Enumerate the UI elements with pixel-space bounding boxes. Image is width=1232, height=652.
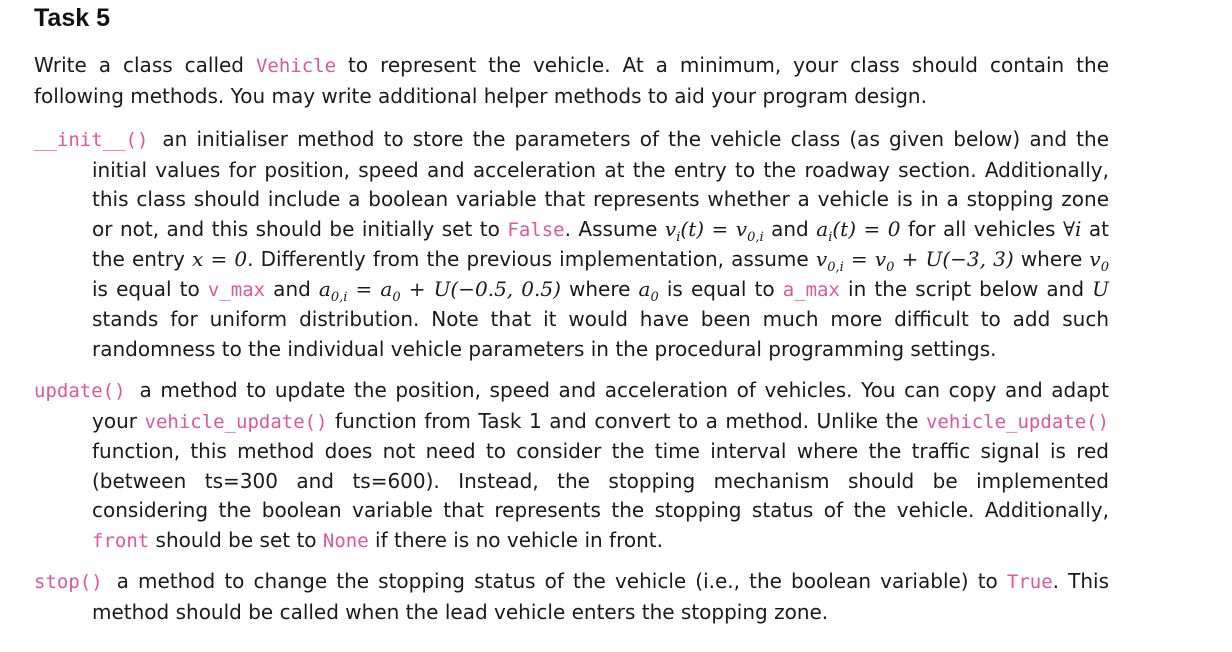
init-text-10: where bbox=[560, 276, 639, 301]
code-none: None bbox=[322, 529, 369, 552]
math-a0: $a_0$ bbox=[638, 276, 659, 305]
init-text-1: an initialiser method to store the parameters of the vehicle class (as given below) and the initial values for position, speed and acceleration at the entry to the roadway section. Additionally, this class should include a boolean variable that represents whether a vehicle is in a stopping zone or not, and this should be initially set to bbox=[92, 127, 1109, 241]
intro-text-2: to represent the vehicle. At a minimum, your class should contain the following methods. You may write additional helper methods to aid your program design. bbox=[34, 53, 1109, 108]
page-title: Task 5 bbox=[34, 4, 110, 32]
update-text-5: if there is no vehicle in front. bbox=[368, 527, 663, 552]
init-text-12: in the script below and bbox=[839, 276, 1093, 301]
math-u: U bbox=[1092, 276, 1110, 301]
code-vehicle-update-1: vehicle_update() bbox=[144, 410, 328, 433]
init-text-8: is equal to bbox=[92, 276, 208, 301]
math-x0: x = 0 bbox=[192, 247, 248, 271]
math-ai: $a_i(t) = 0$ bbox=[816, 216, 901, 245]
code-vehicle: Vehicle bbox=[255, 55, 337, 77]
init-text-7: where bbox=[1013, 247, 1090, 271]
math-v0: $v_0$ bbox=[1089, 247, 1110, 275]
math-vi: $v_i(t) = v_{0,i}$ bbox=[664, 216, 764, 245]
intro-paragraph bbox=[34, 51, 1109, 111]
init-text-4: for all vehicles bbox=[900, 216, 1063, 241]
method-stop-item bbox=[34, 567, 1109, 627]
method-init-term: __init__() bbox=[34, 129, 149, 151]
method-stop-term: stop() bbox=[34, 571, 103, 593]
stop-text-1: a method to change the stopping status of the vehicle (i.e., the boolean variable) to bbox=[116, 569, 1007, 593]
math-v0i: $v_{0,i} = v_0 + U(-3$, 3) bbox=[815, 247, 1014, 275]
update-text-1: a method to update the position, speed and acceleration of vehicles. You can copy and adapt your bbox=[92, 378, 1109, 433]
method-init-item bbox=[34, 125, 1109, 364]
init-text-9: and bbox=[265, 276, 319, 301]
stop-text-2: . This method should be called when the lead vehicle enters the stopping zone. bbox=[92, 569, 1109, 624]
method-update-term: update() bbox=[34, 380, 126, 402]
math-forall: ∀i bbox=[1062, 216, 1082, 241]
code-v-max: v_max bbox=[207, 278, 266, 301]
code-vehicle-update-2: vehicle_update() bbox=[925, 410, 1110, 433]
update-text-3: function, this method does not need to consider the time interval where the traffic signal is red (between ts=300 and ts=600). Instead, the stopping mechanism should be implemented considering the boolean variable that represents the stopping status of the vehicle. Additionally, bbox=[92, 439, 1109, 522]
update-text-4: should be set to bbox=[149, 527, 323, 552]
init-text-6: . Differently from the previous implementation, assume bbox=[247, 247, 816, 271]
code-false: False bbox=[507, 218, 565, 241]
init-text-13: stands for uniform distribution. Note that it would have been much more difficult to add such randomness to the individual vehicle parameters in the procedural programming settings. bbox=[92, 307, 1109, 361]
method-update-item bbox=[34, 376, 1109, 556]
math-a0i: $a_{0,i} = a_0 + U(-0.5$, 0.5) bbox=[318, 276, 561, 305]
init-text-2: . Assume bbox=[564, 216, 665, 241]
code-true: True bbox=[1006, 571, 1053, 593]
init-text-5: at the entry bbox=[92, 216, 1110, 271]
init-text-3: and bbox=[763, 216, 817, 241]
update-text-2: function from Task 1 and convert to a method. Unlike the bbox=[327, 408, 926, 433]
code-front: front bbox=[92, 529, 150, 552]
intro-text-1: Write a class called bbox=[34, 53, 256, 77]
code-a-max: a_max bbox=[782, 278, 840, 301]
init-text-11: is equal to bbox=[658, 276, 783, 301]
